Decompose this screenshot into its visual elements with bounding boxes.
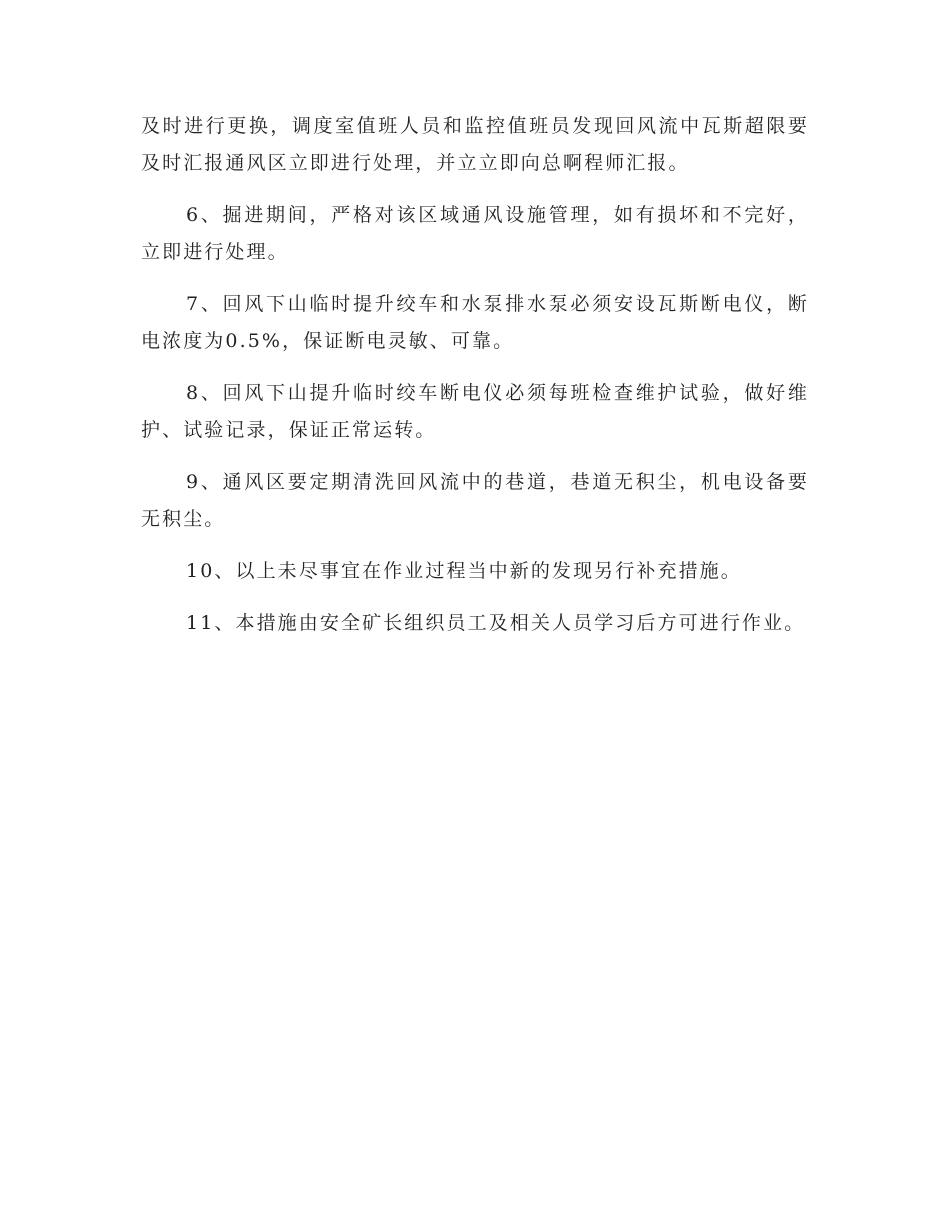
document-body [141, 108, 809, 657]
paragraph-item-10: 10、以上未尽事宜在作业过程当中新的发现另行补充措施。 [186, 560, 742, 582]
paragraph-item-8: 8、回风下山提升临时绞车断电仪必须每班检查维护试验，做好维护、试验记录，保证正常运转。 [141, 382, 809, 441]
paragraph-item-7: 7、回风下山临时提升绞车和水泵排水泵必须安设瓦斯断电仪，断电浓度为0.5%，保证断电灵敏、可靠。 [141, 293, 809, 352]
paragraph-item-11: 11、本措施由安全矿长组织员工及相关人员学习后方可进行作业。 [186, 612, 806, 634]
paragraph-item-6: 6、掘进期间，严格对该区域通风设施管理，如有损坏和不完好，立即进行处理。 [141, 204, 809, 263]
paragraph-item-9: 9、通风区要定期清洗回风流中的巷道，巷道无积尘，机电设备要无积尘。 [141, 471, 809, 530]
paragraph-continuation: 及时进行更换，调度室值班人员和监控值班员发现回风流中瓦斯超限要及时汇报通风区立即进行处理，并立立即向总啊程师汇报。 [141, 115, 809, 174]
